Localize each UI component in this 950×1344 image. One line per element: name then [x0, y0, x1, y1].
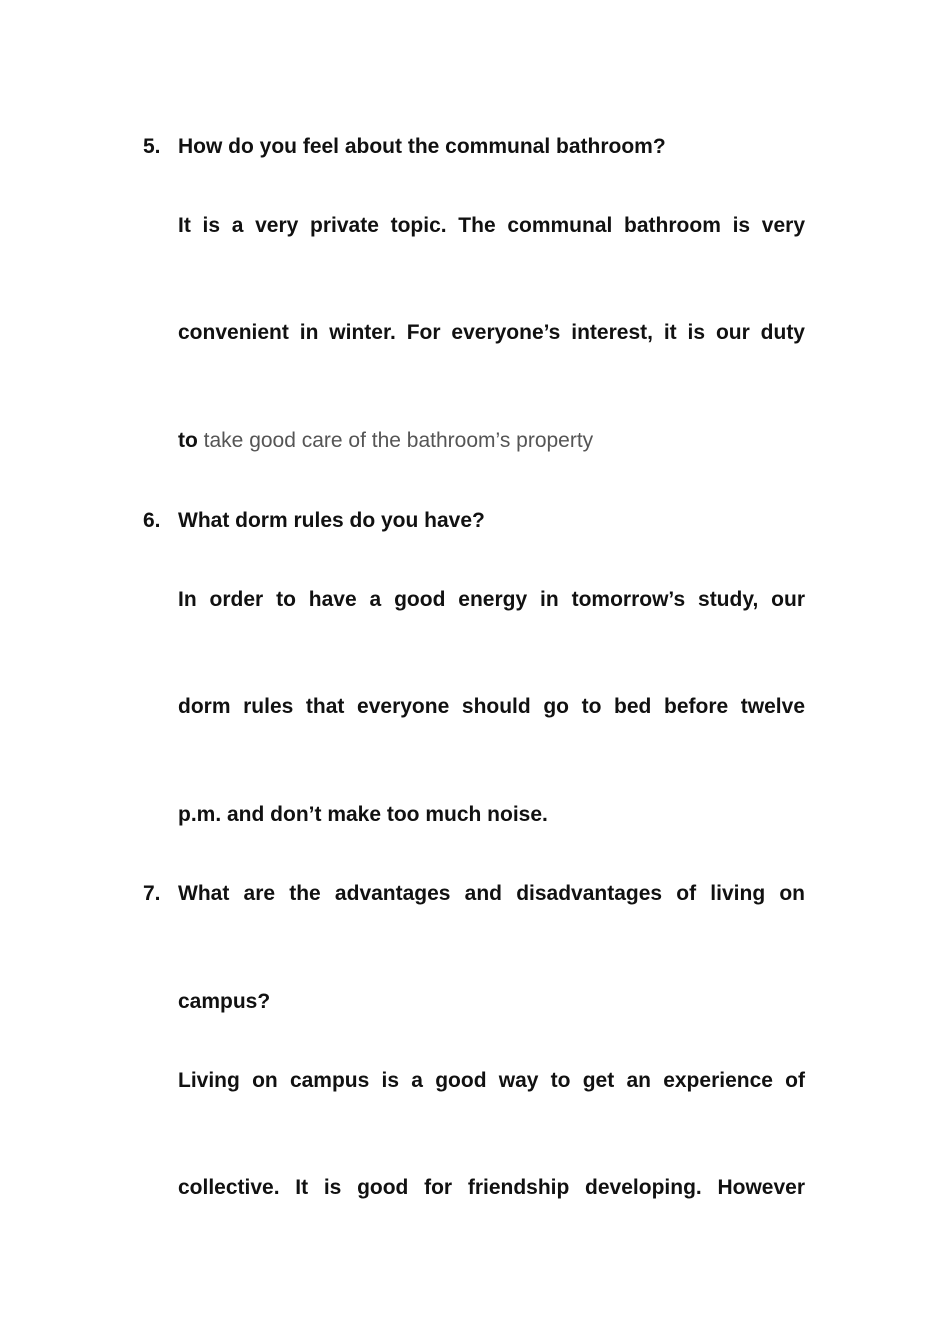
answer-bold-fragment: to [178, 429, 198, 452]
answer-line: It is a very private topic. The communal bathroom is very [178, 214, 805, 237]
answer-line: convenient in winter. For everyone’s interest, it is our duty [178, 321, 805, 344]
question-number: 7. [143, 882, 161, 905]
question-number: 5. [143, 135, 161, 158]
question-number: 6. [143, 509, 161, 532]
question-text: campus? [178, 990, 271, 1013]
answer-light-fragment [198, 429, 593, 452]
answer-line: Living on campus is a good way to get an experience of [178, 1069, 805, 1092]
question-text: How do you feel about the communal bathroom? [178, 135, 666, 158]
question-text: What are the advantages and disadvantages of living on [178, 882, 805, 905]
answer-line: p.m. and don’t make too much noise. [178, 803, 548, 826]
answer-line [178, 426, 805, 456]
question-text: What dorm rules do you have? [178, 509, 485, 532]
answer-light-text: take good care of the bathroom’s property [203, 429, 594, 452]
answer-line: collective. It is good for friendship developing. However [178, 1176, 805, 1199]
answer-line: dorm rules that everyone should go to bed before twelve [178, 695, 805, 718]
answer-line: In order to have a good energy in tomorrow’s study, our [178, 588, 805, 611]
